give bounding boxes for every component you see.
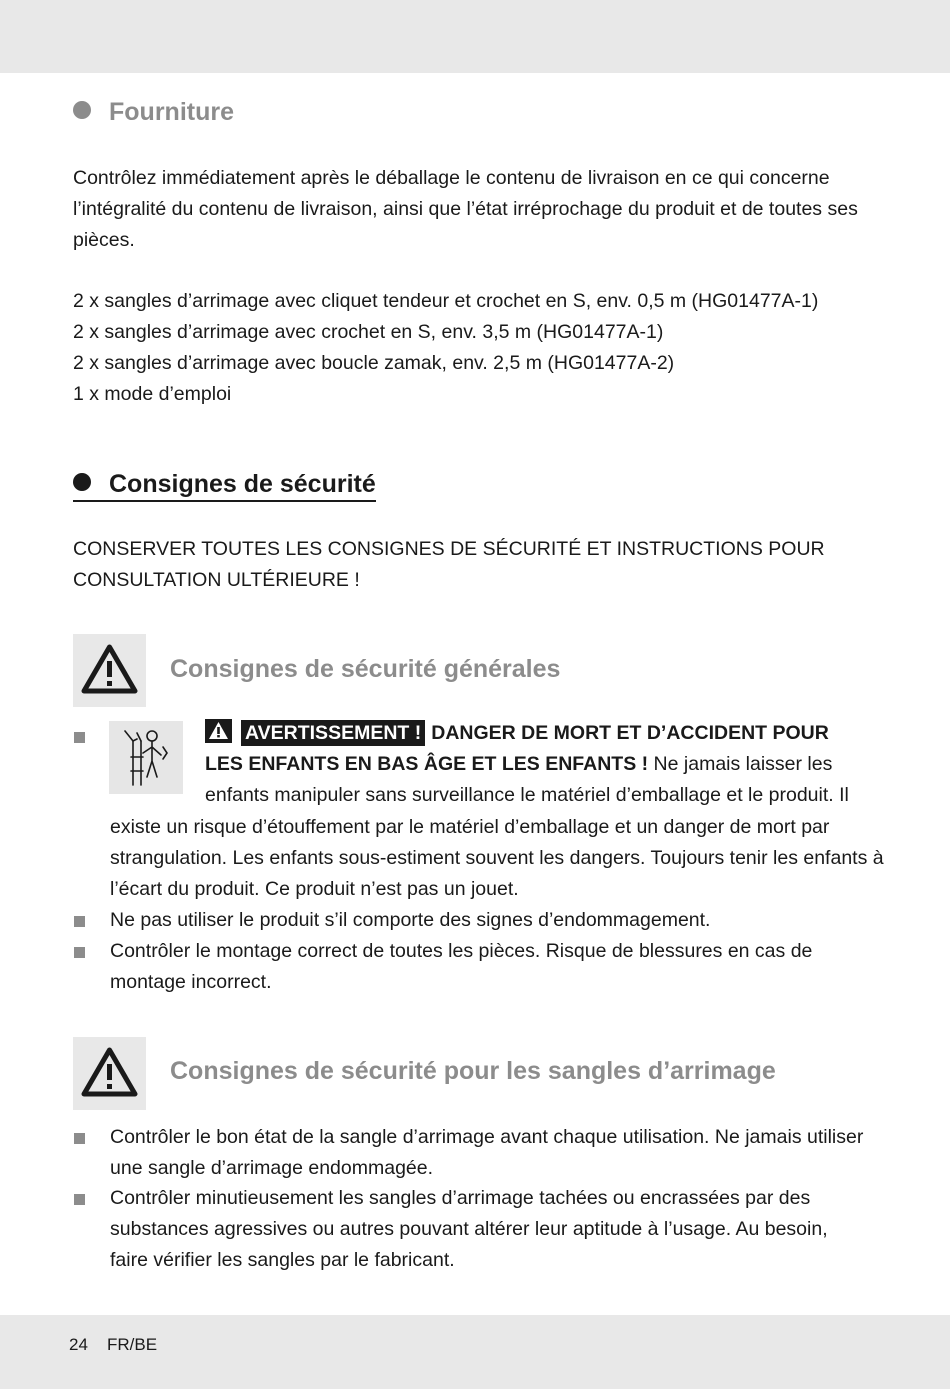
list-item: Contrôler le montage correct de toutes les pièces. Risque de blessures en cas de montage incorrect. xyxy=(110,940,813,993)
text-line: l’écart du produit. Ce produit n’est pas un jouet. xyxy=(110,878,519,900)
text-line: existe un risque d’étouffement par le matériel d’emballage et un danger de mort par xyxy=(110,816,830,838)
fourniture-items xyxy=(73,286,883,410)
text-line: Contrôlez immédiatement après le déballage le contenu de livraison en ce qui concerne xyxy=(73,167,830,189)
bullet-square-icon xyxy=(74,1133,85,1144)
page-number: 24 xyxy=(69,1335,88,1354)
sangles-heading: Consignes de sécurité pour les sangles d’arrimage xyxy=(170,1057,776,1085)
locale-label: FR/BE xyxy=(107,1335,158,1354)
text-line: pièces. xyxy=(73,229,135,251)
list-item: Contrôler minutieusement les sangles d’arrimage tachées ou encrassées par des substances agressives ou autres pouvant altérer leur aptitude à l’usage. Au besoin, faire vérifier les sangles par le fabricant. xyxy=(110,1187,828,1271)
warning-head: LES ENFANTS EN BAS ÂGE ET LES ENFANTS ! xyxy=(205,753,649,775)
footer-band xyxy=(0,1315,950,1389)
warning-triangle-icon xyxy=(205,719,232,743)
text-line: enfants manipuler sans surveillance le matériel d’emballage et le produit. Il xyxy=(205,784,849,806)
text-line: CONSERVER TOUTES LES CONSIGNES DE SÉCURITÉ ET INSTRUCTIONS POUR xyxy=(73,538,825,560)
bullet-square-icon xyxy=(74,916,85,927)
generales-heading: Consignes de sécurité générales xyxy=(170,655,561,683)
warning-triangle-icon xyxy=(73,1037,146,1110)
consignes-notice xyxy=(73,534,883,596)
list-item: 2 x sangles d’arrimage avec crochet en S, env. 3,5 m (HG01477A-1) xyxy=(73,321,664,343)
fourniture-heading: Fourniture xyxy=(73,98,234,127)
bullet-square-icon xyxy=(74,732,85,743)
text-line: strangulation. Les enfants sous-estiment souvent les dangers. Toujours tenir les enfants à xyxy=(110,847,884,869)
bullet-dot-icon xyxy=(73,473,91,491)
bullet-square-icon xyxy=(74,947,85,958)
warning-label: AVERTISSEMENT ! xyxy=(241,720,425,746)
list-item: Ne pas utiliser le produit s’il comporte des signes d’endommagement. xyxy=(110,909,711,931)
warning-head: DANGER DE MORT ET D’ACCIDENT POUR xyxy=(431,722,829,744)
fourniture-intro xyxy=(73,163,883,256)
consignes-heading: Consignes de sécurité xyxy=(73,470,376,502)
text-line: CONSULTATION ULTÉRIEURE ! xyxy=(73,569,360,591)
text-line: l’intégralité du contenu de livraison, ainsi que l’état irréprochage du produit et de toutes ses xyxy=(73,198,858,220)
list-item: Contrôler le bon état de la sangle d’arrimage avant chaque utilisation. Ne jamais utiliser une sangle d’arrimage endommagée. xyxy=(110,1126,864,1179)
list-item: 2 x sangles d’arrimage avec boucle zamak, env. 2,5 m (HG01477A-2) xyxy=(73,352,675,374)
top-band xyxy=(0,0,950,73)
warning-text: Ne jamais laisser les xyxy=(648,753,833,775)
child-warning xyxy=(205,718,849,811)
list-item: 2 x sangles d’arrimage avec cliquet tendeur et crochet en S, env. 0,5 m (HG01477A-1) xyxy=(73,290,819,312)
list-item: 1 x mode d’emploi xyxy=(73,383,232,405)
bullet-square-icon xyxy=(74,1194,85,1205)
warning-triangle-icon xyxy=(73,634,146,707)
bullet-dot-icon xyxy=(73,101,91,119)
child-warning-continued xyxy=(110,812,890,905)
child-safety-icon xyxy=(109,721,183,794)
